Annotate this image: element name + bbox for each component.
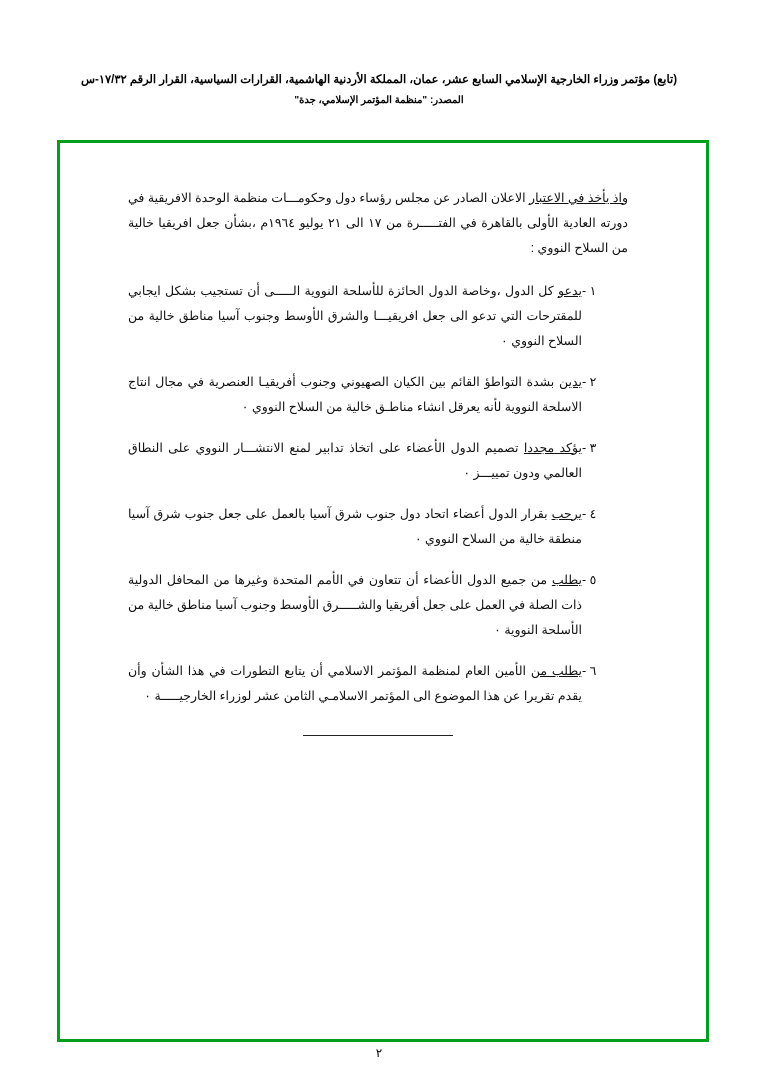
- clause-number: ٤ -: [582, 506, 597, 521]
- intro-underlined-lead: واذ يأخذ في الاعتبار: [529, 190, 628, 205]
- clause-body: [128, 659, 582, 709]
- header-source: المصدر: "منظمة المؤتمر الإسلامي، جدة": [294, 95, 464, 106]
- clause-lead: يرحب: [551, 506, 582, 521]
- clause-item: [128, 436, 628, 486]
- clause-item: [128, 568, 628, 643]
- clause-item: [128, 279, 628, 354]
- clause-number: ٦ -: [582, 663, 597, 678]
- clause-number: ٣ -: [582, 440, 597, 455]
- document-frame: [57, 140, 709, 1042]
- clause-lead: يطلب: [551, 572, 582, 587]
- intro-paragraph: [128, 186, 628, 261]
- document-body: [128, 173, 628, 736]
- clause-text: كل الدول ،وخاصة الدول الحائزة للأسلحة النووية الـــــى أن تستجيب بشكل ايجابي للمقترحات التي تدعو الى جعل افريقيـــا والشرق الأوسط وجنوب آسيا مناطق خالية من السلاح النووي ٠: [128, 283, 582, 348]
- header-title: (تابع) مؤتمر وزراء الخارجية الإسلامي السابع عشر، عمان، المملكة الأردنية الهاشمية، القرارات السياسية، القرار الرقم ١٧/٣٢-س: [80, 74, 678, 86]
- clause-lead: يؤكد مجددا: [523, 440, 582, 455]
- clause-body: [128, 436, 582, 486]
- clause-item: [128, 370, 628, 420]
- clause-text: بشدة التواطؤ القائم بين الكيان الصهيوني وجنوب أفريقيـا العنصرية في مجال انتاج الاسلحة النووية لأنه يعرقل انشاء مناطـق خالية من السلاح النووي ٠: [128, 374, 582, 414]
- clause-body: [128, 502, 582, 552]
- clause-item: [128, 502, 628, 552]
- clause-lead: يطلب من: [530, 663, 582, 678]
- page-footer: [0, 1046, 758, 1060]
- section-divider: [303, 735, 453, 736]
- intro-rest: الاعلان الصادر عن مجلس رؤساء دول وحكومـــات منظمة الوحدة الافريقية في دورته العادية الأولى بالقاهرة في الفتـــــرة من ١٧ الى ٢١ يوليو ١٩٦٤م ،بشأن جعل افريقيا خالية من السلاح النووي :: [128, 190, 628, 255]
- page-header: [0, 72, 758, 109]
- clause-text: من جميع الدول الأعضاء أن تتعاون في الأمم المتحدة وغيرها من المحافل الدولية ذات الصلة في العمل على جعل أفريقيا والشـــــرق الأوسط وجنوب آسيا مناطق خالية من الأسلحة النووية ٠: [128, 572, 582, 637]
- page-number: ٢: [375, 1046, 383, 1060]
- clause-lead: يدعو: [558, 283, 582, 298]
- clause-lead: يدين: [558, 374, 582, 389]
- clause-item: [128, 659, 628, 709]
- clause-text: الأمين العام لمنظمة المؤتمر الاسلامي أن يتابع التطورات في هذا الشأن وأن يقدم تقريرا عن هذا الموضوع الى المؤتمر الاسلامـي الثامن عشر لوزراء الخارجيـــــة ٠: [128, 663, 582, 703]
- clause-number: ١ -: [582, 283, 597, 298]
- clause-number: ٢ -: [582, 374, 597, 389]
- clause-body: [128, 568, 582, 643]
- clause-number: ٥ -: [582, 572, 597, 587]
- clause-body: [128, 370, 582, 420]
- clause-text: تصميم الدول الأعضاء على اتخاذ تدابير لمنع الانتشـــار النووي على النطاق العالمي ودون تمييـــز ٠: [128, 440, 582, 480]
- clause-text: بقرار الدول أعضاء اتحاد دول جنوب شرق آسيا بالعمل على جعل جنوب شرق آسيا منطقة خالية من السلاح النووي ٠: [128, 506, 582, 546]
- clause-body: [128, 279, 582, 354]
